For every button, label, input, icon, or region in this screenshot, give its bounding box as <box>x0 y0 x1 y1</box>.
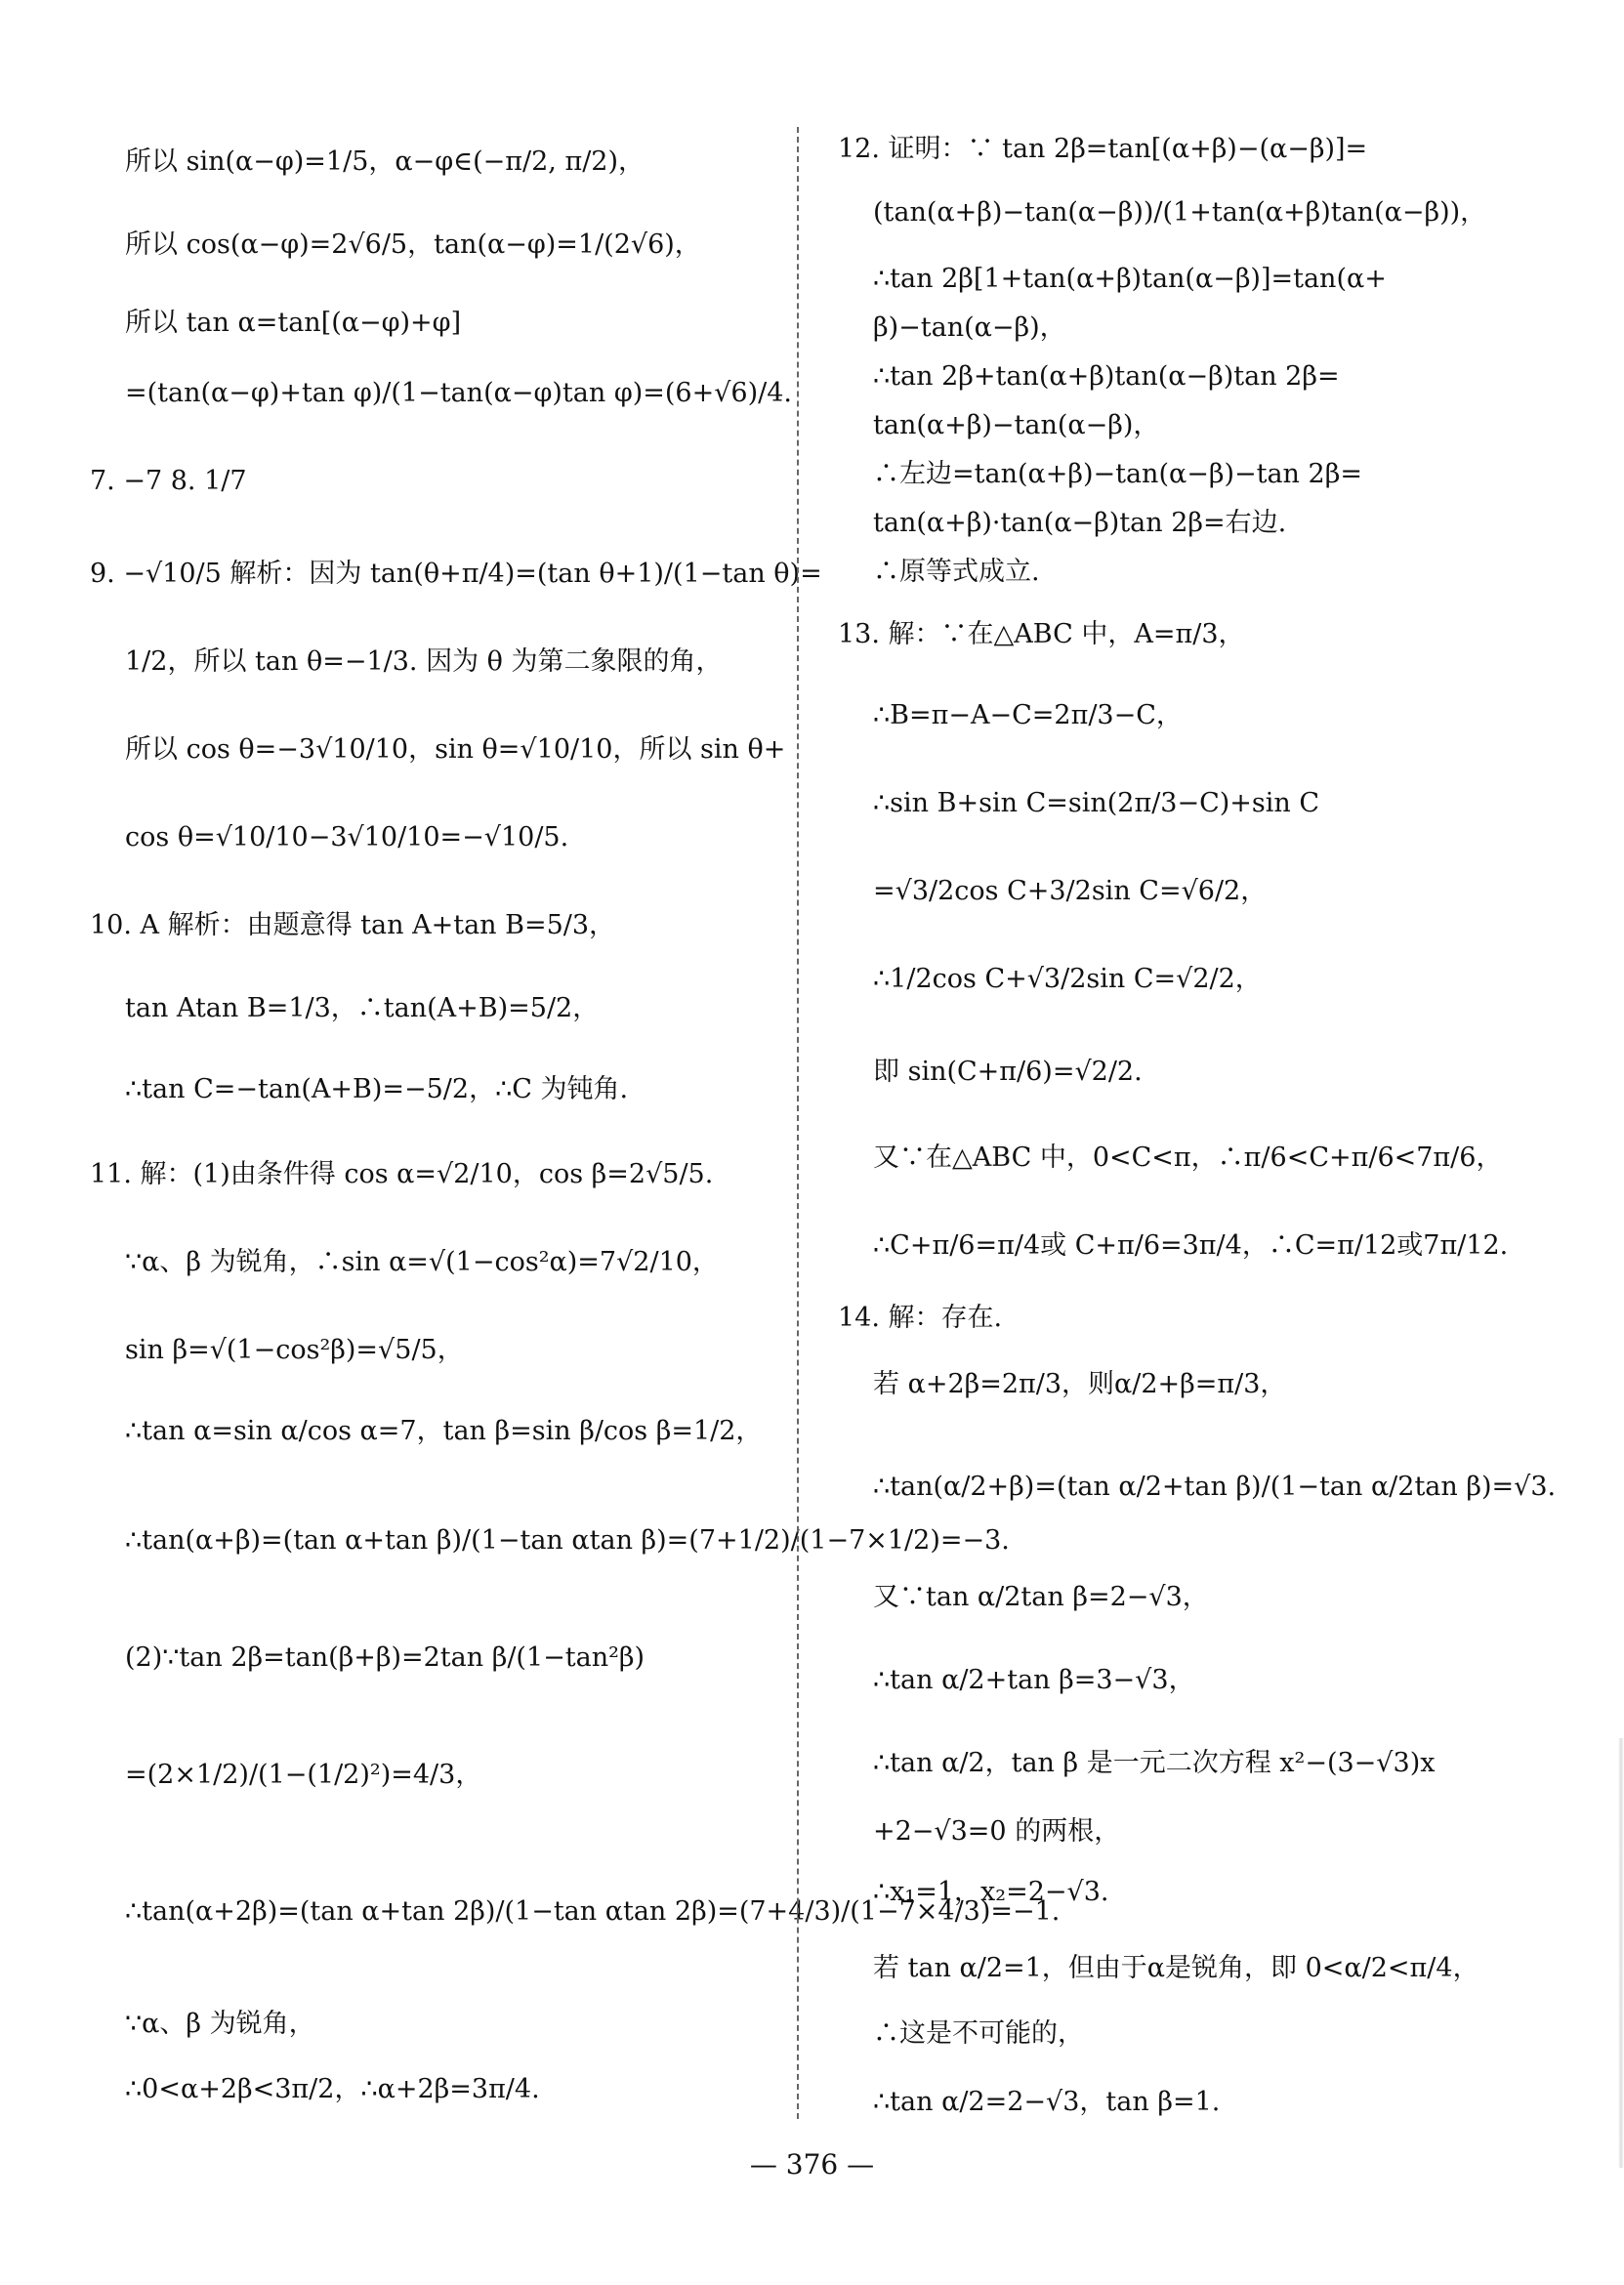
right-line: ∴左边=tan(α+β)−tan(α−β)−tan 2β= <box>873 459 1362 489</box>
right-line: =√3/2cos C+3/2sin C=√6/2， <box>873 876 1268 906</box>
right-line: ∴C+π/6=π/4或 C+π/6=3π/4，∴C=π/12或7π/12. <box>873 1230 1509 1261</box>
right-line: tan(α+β)·tan(α−β)tan 2β=右边. <box>873 508 1287 538</box>
left-line: 10. A 解析：由题意得 tan A+tan B=5/3， <box>90 910 616 940</box>
left-line: ∴0<α+2β<3π/2，∴α+2β=3π/4. <box>125 2074 540 2104</box>
left-line: ∴tan(α+2β)=(tan α+tan 2β)/(1−tan αtan 2β)=(7+4/3)/(1−7×4/3)=−1. <box>125 1896 1061 1927</box>
right-line: 又∵tan α/2tan β=2−√3， <box>873 1582 1209 1612</box>
left-line: ∵α、β 为锐角，∴sin α=√(1−cos²α)=7√2/10， <box>125 1247 719 1277</box>
right-line: 若 tan α/2=1，但由于α是锐角，即 0<α/2<π/4， <box>873 1953 1479 1983</box>
right-line: ∴sin B+sin C=sin(2π/3−C)+sin C <box>873 788 1320 818</box>
right-line: ∴原等式成立. <box>873 557 1040 587</box>
left-line: ∵α、β 为锐角， <box>125 2009 315 2039</box>
left-line: =(2×1/2)/(1−(1/2)²)=4/3， <box>125 1760 482 1790</box>
scan-edge-artifact <box>1618 1738 1624 2168</box>
left-line: 11. 解：(1)由条件得 cos α=√2/10，cos β=2√5/5. <box>90 1159 714 1189</box>
right-line: 若 α+2β=2π/3，则α/2+β=π/3， <box>873 1369 1287 1399</box>
right-line: 又∵在△ABC 中，0<C<π，∴π/6<C+π/6<7π/6， <box>873 1142 1503 1173</box>
left-line: cos θ=√10/10−3√10/10=−√10/5. <box>125 822 569 852</box>
right-line: (tan(α+β)−tan(α−β))/(1+tan(α+β)tan(α−β))， <box>873 197 1487 228</box>
left-line: 9. −√10/5 解析：因为 tan(θ+π/4)=(tan θ+1)/(1−tan θ)= <box>90 559 822 589</box>
left-line: 7. −7 8. 1/7 <box>90 466 247 496</box>
left-line: 所以 sin(α−φ)=1/5，α−φ∈(−π/2, π/2)， <box>125 146 645 177</box>
right-line: 14. 解：存在. <box>838 1303 1003 1333</box>
right-line: tan(α+β)−tan(α−β)， <box>873 410 1160 440</box>
right-line: ∴1/2cos C+√3/2sin C=√2/2， <box>873 964 1262 994</box>
right-line: 12. 证明：∵ tan 2β=tan[(α+β)−(α−β)]= <box>838 134 1368 164</box>
left-line: tan Atan B=1/3，∴tan(A+B)=5/2， <box>125 993 600 1023</box>
right-line: β)−tan(α−β)， <box>873 312 1066 343</box>
right-line: ∴tan α/2=2−√3，tan β=1. <box>873 2087 1221 2117</box>
right-line: +2−√3=0 的两根， <box>873 1816 1121 1847</box>
right-line: ∴tan(α/2+β)=(tan α/2+tan β)/(1−tan α/2tan β)=√3. <box>873 1472 1557 1502</box>
right-line: ∴tan α/2+tan β=3−√3， <box>873 1665 1195 1695</box>
right-line: ∴B=π−A−C=2π/3−C， <box>873 700 1183 730</box>
left-line: 所以 cos(α−φ)=2√6/5，tan(α−φ)=1/(2√6)， <box>125 229 701 260</box>
right-line: ∴x₁=1，x₂=2−√3. <box>873 1877 1109 1907</box>
right-line: 13. 解：∵在△ABC 中，A=π/3， <box>838 619 1245 649</box>
right-line: ∴tan α/2，tan β 是一元二次方程 x²−(3−√3)x <box>873 1748 1436 1778</box>
left-line: =(tan(α−φ)+tan φ)/(1−tan(α−φ)tan φ)=(6+√6)/4. <box>125 378 792 408</box>
right-line: ∴这是不可能的， <box>873 2018 1084 2049</box>
left-line: ∴tan α=sin α/cos α=7，tan β=sin β/cos β=1/2， <box>125 1416 763 1446</box>
left-line: 所以 cos θ=−3√10/10，sin θ=√10/10，所以 sin θ+ <box>125 734 786 765</box>
page-number: — 376 — <box>749 2148 875 2181</box>
right-line: ∴tan 2β+tan(α+β)tan(α−β)tan 2β= <box>873 361 1340 392</box>
left-line: ∴tan C=−tan(A+B)=−5/2，∴C 为钝角. <box>125 1074 629 1104</box>
right-line: ∴tan 2β[1+tan(α+β)tan(α−β)]=tan(α+ <box>873 264 1387 294</box>
left-line: 所以 tan α=tan[(α−φ)+φ] <box>125 308 462 338</box>
column-divider <box>797 127 799 2119</box>
left-line: (2)∵tan 2β=tan(β+β)=2tan β/(1−tan²β) <box>125 1642 645 1673</box>
left-line: 1/2，所以 tan θ=−1/3. 因为 θ 为第二象限的角， <box>125 646 723 677</box>
left-line: ∴tan(α+β)=(tan α+tan β)/(1−tan αtan β)=(7+1/2)/(1−7×1/2)=−3. <box>125 1525 1010 1556</box>
left-line: sin β=√(1−cos²β)=√5/5， <box>125 1335 464 1365</box>
right-line: 即 sin(C+π/6)=√2/2. <box>873 1057 1143 1087</box>
